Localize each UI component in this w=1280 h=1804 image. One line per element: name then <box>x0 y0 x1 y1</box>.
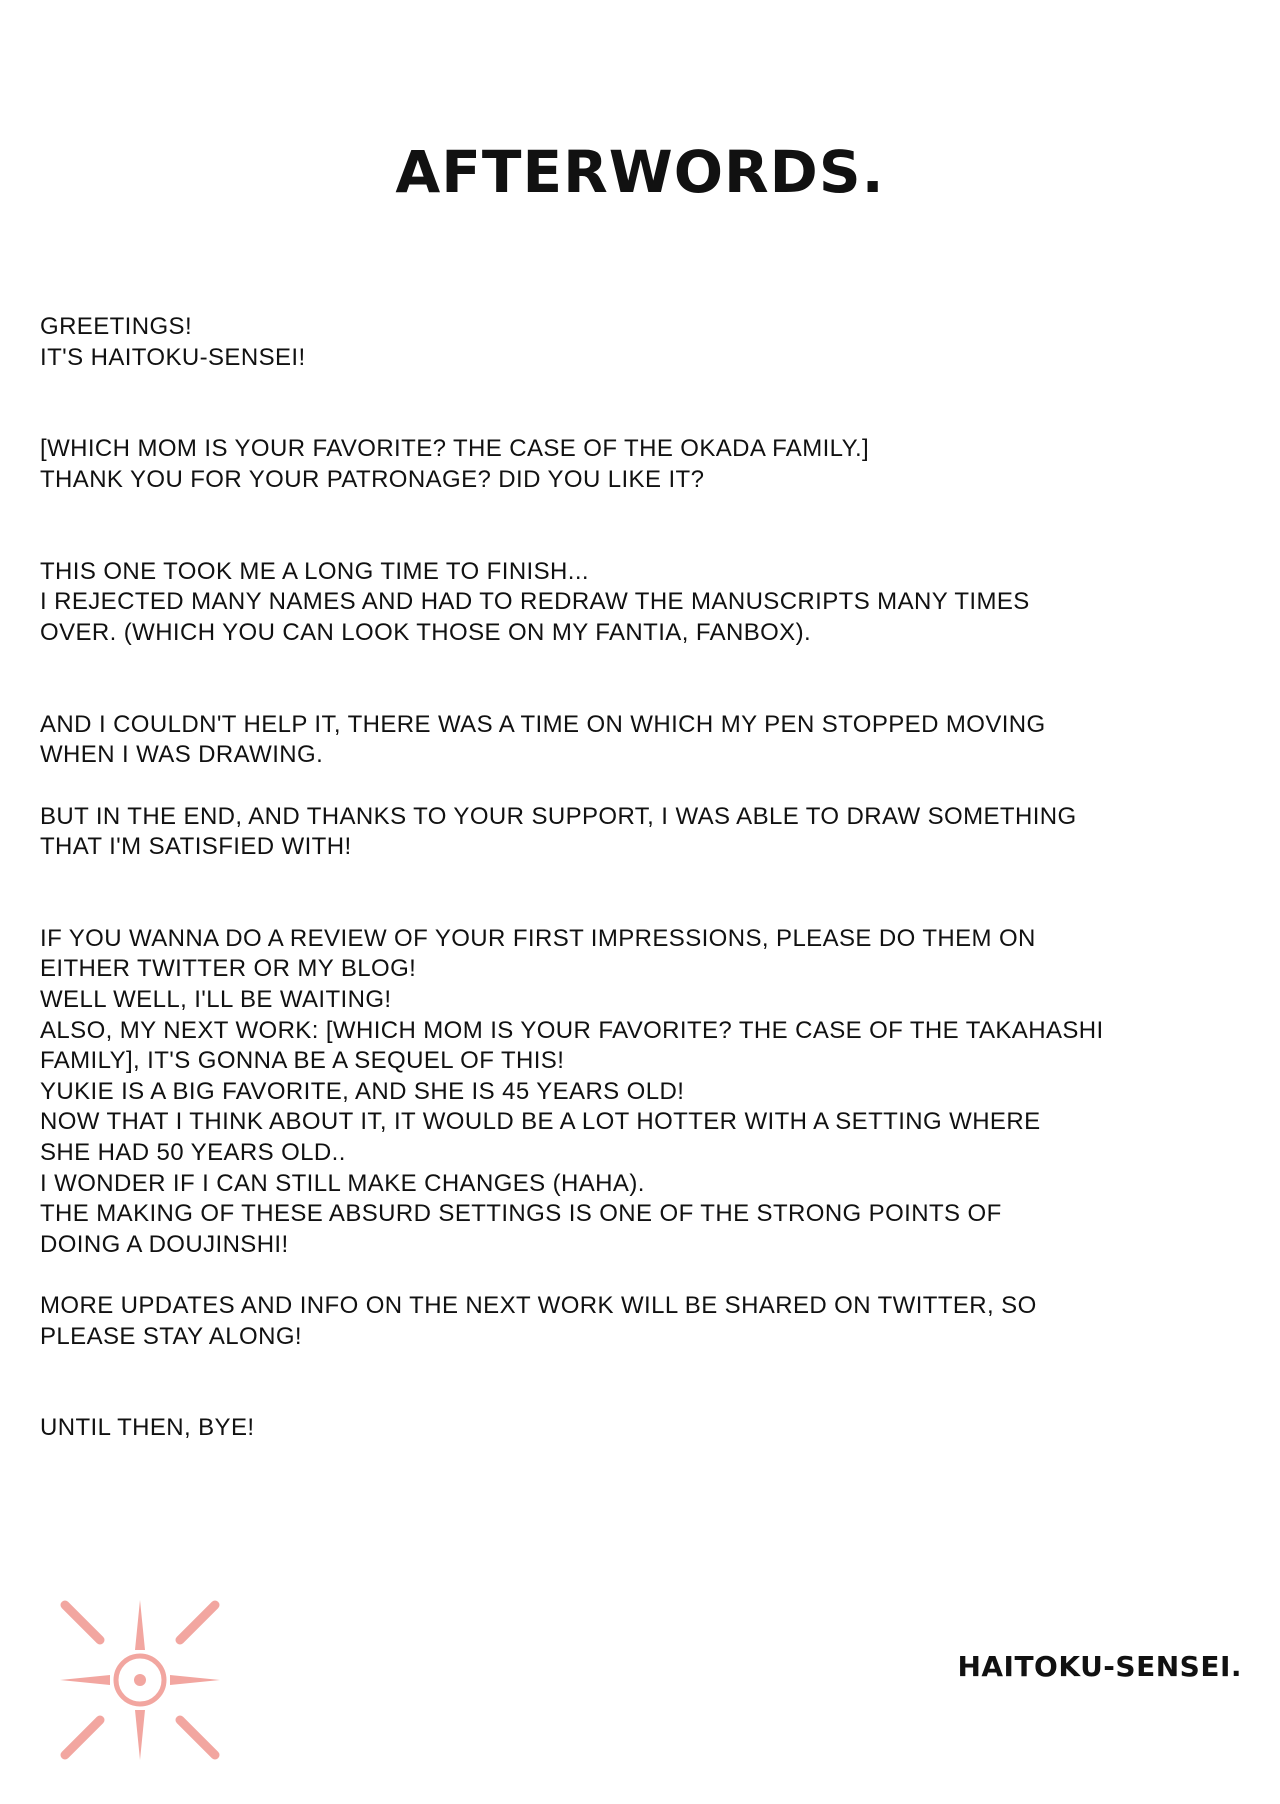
text-line: ALSO, MY NEXT WORK: [WHICH MOM IS YOUR FAVORITE? THE CASE OF THE TAKAHASHI <box>40 1016 1104 1044</box>
text-line <box>40 496 1265 527</box>
text-line <box>40 526 1265 557</box>
text-line: YUKIE IS A BIG FAVORITE, AND SHE IS 45 YEARS OLD! <box>40 1077 685 1105</box>
text-line <box>40 1260 1265 1291</box>
text-line: WHEN I WAS DRAWING. <box>40 741 324 769</box>
author-signature: HAITOKU-SENSEI. <box>957 1650 1242 1683</box>
text-line: SHE HAD 50 YEARS OLD.. <box>40 1139 346 1167</box>
text-line: THANK YOU FOR YOUR PATRONAGE? DID YOU LIKE IT? <box>40 465 705 493</box>
page-title: AFTERWORDS. <box>395 138 885 206</box>
text-line: EITHER TWITTER OR MY BLOG! <box>40 955 417 983</box>
afterword-body <box>40 312 1265 1444</box>
text-line: [WHICH MOM IS YOUR FAVORITE? THE CASE OF THE OKADA FAMILY.] <box>40 435 870 463</box>
text-line <box>40 863 1265 894</box>
text-line: OVER. (WHICH YOU CAN LOOK THOSE ON MY FANTIA, FANBOX). <box>40 618 812 646</box>
sun-compass-icon <box>55 1595 225 1765</box>
text-line <box>40 771 1265 802</box>
text-line: AND I COULDN'T HELP IT, THERE WAS A TIME ON WHICH MY PEN STOPPED MOVING <box>40 710 1046 738</box>
text-line: WELL WELL, I'LL BE WAITING! <box>40 986 392 1014</box>
text-line: IF YOU WANNA DO A REVIEW OF YOUR FIRST IMPRESSIONS, PLEASE DO THEM ON <box>40 924 1036 952</box>
text-line: DOING A DOUJINSHI! <box>40 1230 289 1258</box>
text-line: BUT IN THE END, AND THANKS TO YOUR SUPPORT, I WAS ABLE TO DRAW SOMETHING <box>40 802 1077 830</box>
text-line: FAMILY], IT'S GONNA BE A SEQUEL OF THIS! <box>40 1047 565 1075</box>
text-line <box>40 649 1265 680</box>
text-line: MORE UPDATES AND INFO ON THE NEXT WORK WILL BE SHARED ON TWITTER, SO <box>40 1292 1037 1319</box>
text-line: THE MAKING OF THESE ABSURD SETTINGS IS ONE OF THE STRONG POINTS OF <box>40 1200 1002 1228</box>
text-line: UNTIL THEN, BYE! <box>40 1414 255 1442</box>
text-line <box>40 1383 1265 1414</box>
text-line: I REJECTED MANY NAMES AND HAD TO REDRAW THE MANUSCRIPTS MANY TIMES <box>40 588 1030 616</box>
text-line: GREETINGS! <box>40 313 193 340</box>
text-line: IT'S HAITOKU-SENSEI! <box>40 343 306 371</box>
text-line <box>40 679 1265 710</box>
text-line: THAT I'M SATISFIED WITH! <box>40 833 352 861</box>
text-line: I WONDER IF I CAN STILL MAKE CHANGES (HAHA). <box>40 1169 645 1197</box>
text-line: PLEASE STAY ALONG! <box>40 1322 302 1350</box>
text-line: NOW THAT I THINK ABOUT IT, IT WOULD BE A LOT HOTTER WITH A SETTING WHERE <box>40 1108 1041 1136</box>
text-line <box>40 893 1265 924</box>
text-line: THIS ONE TOOK ME A LONG TIME TO FINISH... <box>40 557 589 585</box>
text-line <box>40 404 1265 435</box>
text-line <box>40 1352 1265 1383</box>
text-line <box>40 373 1265 404</box>
